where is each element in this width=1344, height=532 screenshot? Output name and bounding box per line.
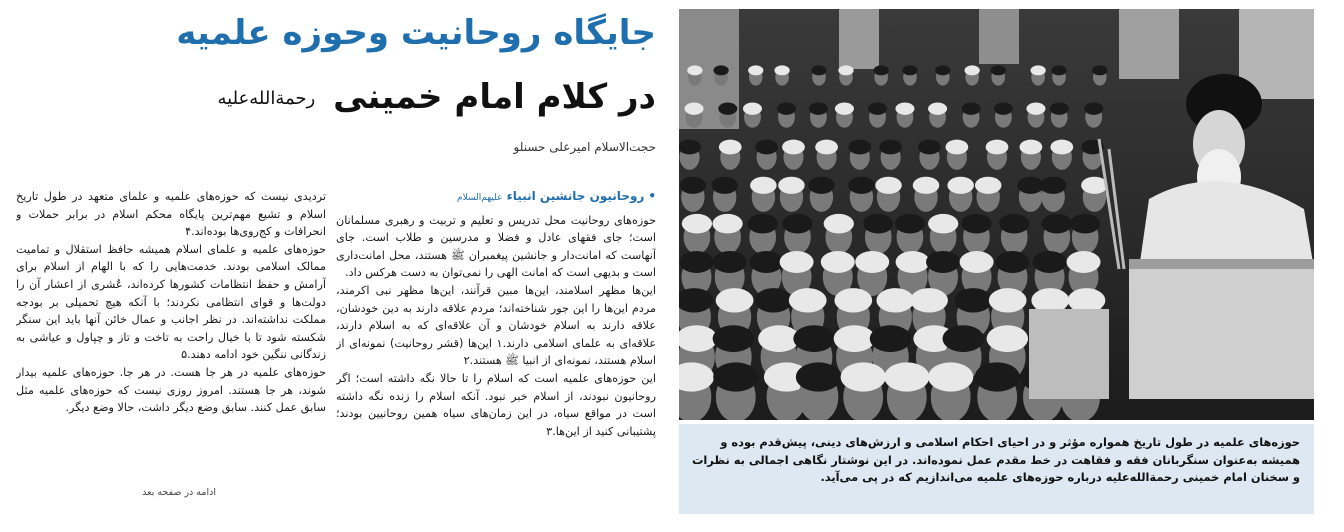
crowd-hair [711, 177, 738, 194]
crowd-hair [808, 177, 835, 194]
photo-illustration [679, 9, 1314, 420]
crowd-hair [926, 251, 960, 273]
paragraph: حوزه‌های علمیه در هر جا هست. در هر جا. حوزه‌های علمیه بیدار شوند، هر جا هستند. امروز روزی نیست که حوزه‌های علمیه مثل سابق عمل کنند. سابق وضع دیگر داشت، حالا وضع دیگر. [16, 365, 326, 415]
crowd-hair [1040, 177, 1067, 194]
crowd-turban [987, 325, 1028, 352]
crowd-turban [986, 140, 1009, 155]
crowd-turban [838, 65, 853, 75]
paragraph: این حوزه‌های علمیه است که اسلام را تا حالا نگه داشته است؛ اگر روحانیون نبودند، از اسلام خبر نبود. آنکه اسلام را زنده نگه داشته است در مواقع سیاه، در این زمان‌های سیاه همین روحانیین بودند؛ پشتیبانی کنید از این‌ها.۳ [336, 371, 656, 438]
crowd-turban [1020, 140, 1043, 155]
crowd-hair [848, 140, 871, 155]
crowd-hair [902, 65, 917, 75]
crowd-turban [1030, 65, 1045, 75]
crowd-turban [1067, 251, 1101, 273]
crowd-turban [750, 177, 777, 194]
crowd-turban [841, 362, 886, 391]
crowd-turban [910, 288, 948, 312]
author-byline: حجت‌الاسلام امیرعلی حسنلو [513, 140, 656, 154]
crowd-hair [868, 103, 887, 115]
crowd-hair [1050, 103, 1069, 115]
crowd-turban [743, 103, 762, 115]
crowd-hair [935, 65, 950, 75]
section-heading-text: روحانیون جانشین انبیاء [506, 189, 645, 203]
crowd-hair [679, 140, 701, 155]
crowd-hair [1051, 65, 1066, 75]
crowd-turban [975, 177, 1002, 194]
crowd-turban [896, 251, 930, 273]
crowd-turban [1050, 140, 1073, 155]
crowd-hair [811, 65, 826, 75]
crowd-hair [870, 325, 911, 352]
crowd-hair [1042, 214, 1072, 234]
crowd-turban [835, 103, 854, 115]
crowd-turban [774, 65, 789, 75]
crowd-turban [965, 65, 980, 75]
crowd-hair [679, 251, 713, 273]
crowd-hair [1033, 251, 1067, 273]
crowd-hair [777, 103, 796, 115]
crowd-turban [716, 288, 754, 312]
photo-caption: حوزه‌های علمیه در طول تاریخ همواره مؤثر و در احیای احکام اسلامی و ارزش‌های دینی، پیش‌قدم بوده و همیشه به‌عنوان سنگربانان فقه و فقاهت در خط مقدم عمل نموده‌اند. در این نوشتار نگاهی اجمالی به نظرات و سخنان امام خمینی رحمة‌الله‌علیه درباره حوزه‌های علمیه می‌اندازیم که در پی می‌آید. [679, 424, 1314, 514]
crowd-turban [780, 251, 814, 273]
crowd-hair [975, 362, 1020, 391]
crowd-turban [815, 140, 838, 155]
crowd-hair [954, 288, 992, 312]
crowd-hair [755, 140, 778, 155]
crowd-hair [895, 214, 925, 234]
crowd-hair [713, 65, 728, 75]
paragraph: تردیدی نیست که حوزه‌های علمیه و علمای متعهد در طول تاریخ اسلام و تشیع مهم‌ترین پایگاه محکم اسلام در برابر حملات و انحرافات و کج‌روی‌ها بوده‌اند.۴ [16, 190, 326, 239]
crowd-turban [895, 103, 914, 115]
crowd-hair [962, 103, 981, 115]
crowd-hair [991, 65, 1006, 75]
crowd-turban [748, 65, 763, 75]
crowd-hair [1017, 177, 1044, 194]
crowd-hair [943, 325, 984, 352]
subtitle-text: در کلام امام خمینی [333, 77, 656, 117]
crowd-turban [884, 362, 929, 391]
crowd-hair [994, 103, 1013, 115]
crowd-hair [748, 214, 778, 234]
crowd-hair [749, 251, 783, 273]
crowd-hair [782, 214, 812, 234]
crowd-turban [834, 288, 872, 312]
page-subtitle [16, 72, 656, 124]
crowd-hair [1084, 103, 1103, 115]
crowd-hair [848, 177, 875, 194]
crowd-turban [1068, 288, 1106, 312]
crowd-hair [961, 214, 991, 234]
crowd-turban [1026, 103, 1045, 115]
crowd-turban [824, 214, 854, 234]
crowd-hair [680, 177, 707, 194]
crowd-turban [928, 362, 973, 391]
crowd-hair [796, 362, 841, 391]
paragraph: حوزه‌های روحانیت محل تدریس و تعلیم و تربیت و رهبری مسلمانان است؛ جای فقهای عادل و فضلا و مدرسین و طلاب است. جای آنهاست که امانت‌دار و جانشین پیغمبران ﷺ هستند، محل امانت‌داری است و بدیهی است که امانت الهی را نمی‌توان به دست هرکس داد. [336, 213, 656, 280]
crowd-turban [989, 288, 1027, 312]
crowd-turban [876, 288, 914, 312]
middle-text-column [336, 188, 656, 518]
crowd-hair [713, 325, 754, 352]
crowd-hair [713, 362, 758, 391]
paragraph: حوزه‌های علمیه و علمای اسلام همیشه حافظ استقلال و تمامیت ممالک اسلامی بودند. خدمت‌هایی را که با الهام از اسلام برای آرامش و حفظ انتظامات کشورها کرده‌اند، عُشری از اعشار آن را دولت‌ها و قوای انتظامی نکردند؛ با آنکه هیچ تحمیلی بر بودجه مملکت نداشته‌اند. در نظر اجانب و عمال خائن آنها باید این سنگر شکسته شود تا با خیال راحت به تاخت و تاز و چپاول و عیاشی به زندگانی ننگین خود ادامه دهند.۵ [16, 242, 326, 362]
crowd-hair [918, 140, 941, 155]
crowd-hair [718, 103, 737, 115]
crowd-hair [755, 288, 793, 312]
crowd-hair [863, 214, 893, 234]
crowd-turban [960, 251, 994, 273]
crowd-turban [719, 140, 742, 155]
crowd-hair [999, 214, 1029, 234]
crowd-turban [928, 103, 947, 115]
crowd-turban [947, 177, 974, 194]
crowd-hair [995, 251, 1029, 273]
crowd-hair [1092, 65, 1107, 75]
crowd-turban [1031, 288, 1069, 312]
section-heading [336, 188, 656, 208]
crowd-turban [778, 177, 805, 194]
paragraph: این‌ها مظهر اسلامند، این‌ها مبین قرآنند، این‌ها مظهر نبی اکرمند، مردم این‌ها را این جور شناخته‌اند؛ مردم علاقه دارند به دین خودشان، علاقه دارند به اسلام خودشان و آن علاقه‌ای که به اسلام دارند، علاقه‌ای به علمای اسلامی دارند.۱ این‌ها (قشر روحانیت) نمونه‌ای از اسلام هستند، نمونه‌ای از انبیا ﷺ هستند.۲ [336, 283, 656, 368]
crowd-turban [782, 140, 805, 155]
left-text-column [16, 188, 326, 488]
archival-photo [679, 9, 1314, 420]
crowd-turban [875, 177, 902, 194]
crowd-turban [712, 214, 742, 234]
crowd-turban [834, 325, 875, 352]
crowd-turban [928, 214, 958, 234]
crowd-turban [687, 65, 702, 75]
crowd-hair [793, 325, 834, 352]
crowd-hair [1070, 214, 1100, 234]
section-heading-honorific: علیهم‌السلام [457, 193, 503, 203]
crowd-turban [855, 251, 889, 273]
crowd-turban [789, 288, 827, 312]
subtitle-honorific: رحمة‌الله‌علیه [217, 87, 316, 109]
crowd-hair [713, 251, 747, 273]
page-title: جایگاه روحانیت وحوزه علمیه [176, 13, 656, 53]
crowd-turban [685, 103, 704, 115]
crowd-hair [809, 103, 828, 115]
crowd-turban [821, 251, 855, 273]
crowd-hair [879, 140, 902, 155]
crowd-hair [874, 65, 889, 75]
bullet-icon: • [648, 189, 656, 203]
crowd-turban [913, 177, 940, 194]
crowd-turban [945, 140, 968, 155]
continued-note: ادامه در صفحه بعد [142, 487, 216, 498]
crowd-turban [682, 214, 712, 234]
